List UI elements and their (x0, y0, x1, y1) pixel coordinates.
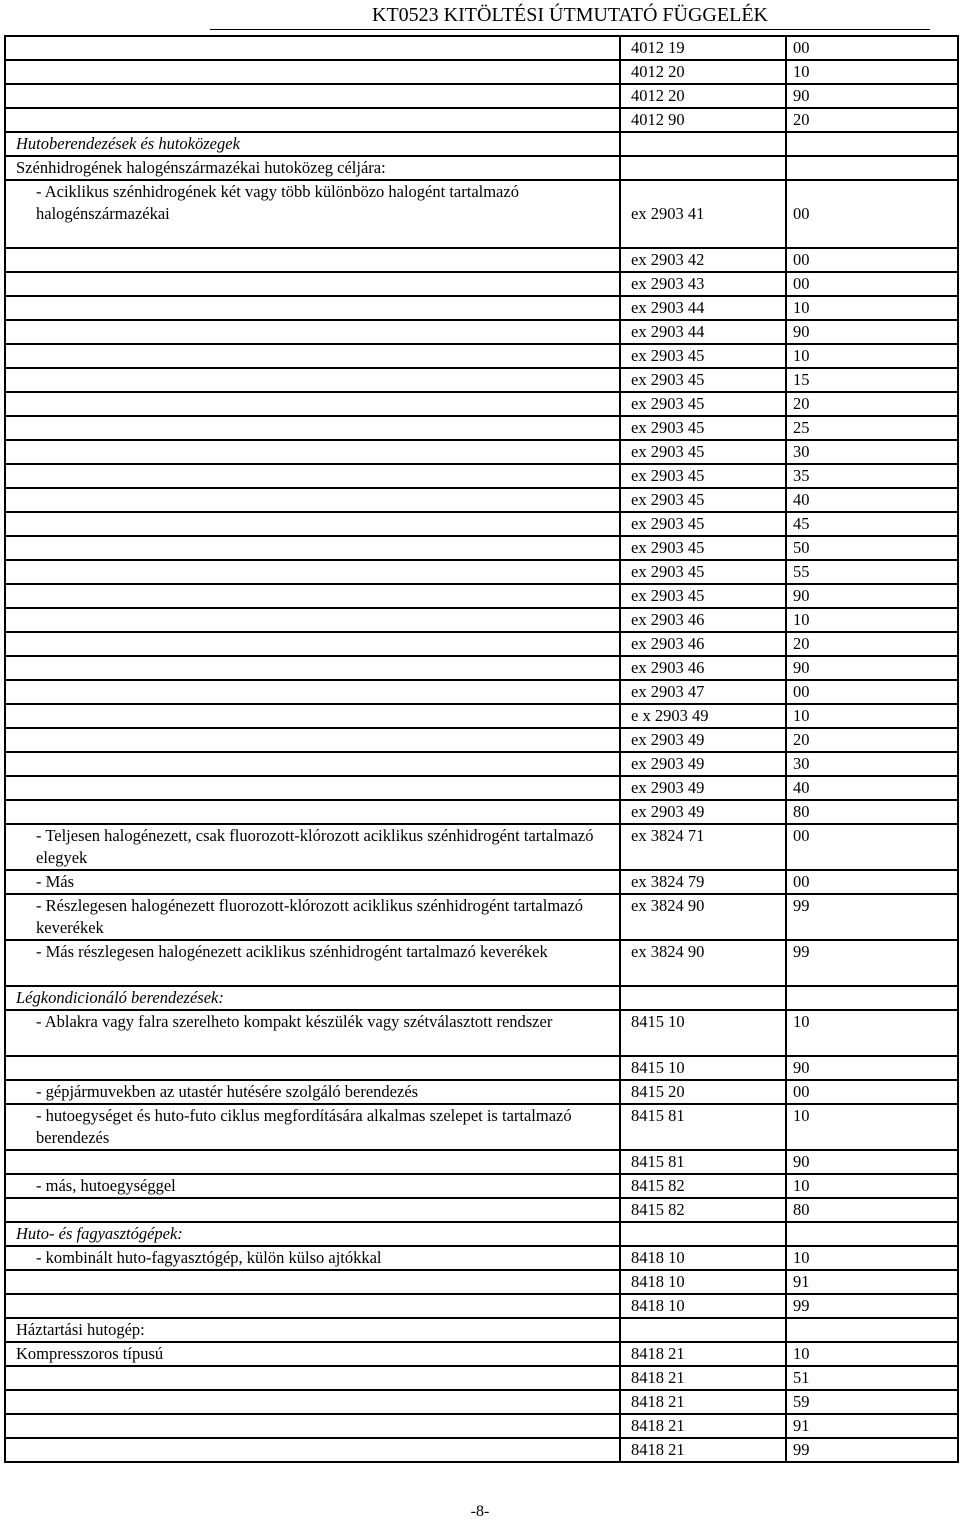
row-subcode: 00 (786, 824, 958, 870)
row-subcode (786, 1318, 958, 1342)
row-description (5, 1390, 620, 1414)
row-description (5, 488, 620, 512)
row-description (5, 1366, 620, 1390)
row-code: 8418 21 (620, 1438, 786, 1462)
table-row (5, 1080, 958, 1104)
row-subcode: 10 (786, 1246, 958, 1270)
row-subcode (786, 1222, 958, 1246)
table-row (5, 1414, 958, 1438)
row-subcode: 90 (786, 584, 958, 608)
row-subcode: 20 (786, 728, 958, 752)
page-number: -8- (470, 1503, 490, 1520)
row-code: 8415 81 (620, 1104, 786, 1150)
row-description: - Ablakra vagy falra szerelheto kompakt készülék vagy szétválasztott rendszer (5, 1010, 620, 1056)
row-description (5, 1056, 620, 1080)
row-code: ex 2903 46 (620, 608, 786, 632)
row-description: - kombinált huto-fagyasztógép, külön külso ajtókkal (5, 1246, 620, 1270)
row-code (620, 1318, 786, 1342)
row-code: ex 2903 44 (620, 296, 786, 320)
row-description: - Más részlegesen halogénezett aciklikus szénhidrogént tartalmazó keverékek (5, 940, 620, 986)
row-subcode: 99 (786, 894, 958, 940)
table-row (5, 1056, 958, 1080)
row-subcode: 10 (786, 608, 958, 632)
row-subcode: 50 (786, 536, 958, 560)
row-subcode: 30 (786, 440, 958, 464)
row-subcode: 00 (786, 180, 958, 248)
table-row (5, 416, 958, 440)
row-code: ex 2903 45 (620, 536, 786, 560)
row-subcode: 99 (786, 1438, 958, 1462)
row-code: 8418 21 (620, 1366, 786, 1390)
row-code: ex 2903 46 (620, 632, 786, 656)
row-code: ex 2903 49 (620, 800, 786, 824)
row-code (620, 1222, 786, 1246)
row-code: 4012 20 (620, 84, 786, 108)
table-row (5, 248, 958, 272)
row-subcode: 15 (786, 368, 958, 392)
row-code: 4012 90 (620, 108, 786, 132)
row-description (5, 608, 620, 632)
row-code: ex 2903 45 (620, 584, 786, 608)
page-header-title: KT0523 KITÖLTÉSI ÚTMUTATÓ FÜGGELÉK (210, 4, 930, 30)
table-row (5, 1104, 958, 1150)
row-description: Légkondicionáló berendezések: (5, 986, 620, 1010)
table-row (5, 752, 958, 776)
row-description (5, 752, 620, 776)
row-subcode (786, 132, 958, 156)
row-subcode: 90 (786, 1150, 958, 1174)
row-description (5, 36, 620, 60)
row-subcode: 59 (786, 1390, 958, 1414)
row-description (5, 368, 620, 392)
table-row (5, 1246, 958, 1270)
row-description (5, 248, 620, 272)
row-code: ex 2903 49 (620, 728, 786, 752)
row-code: 8415 10 (620, 1056, 786, 1080)
row-subcode: 10 (786, 60, 958, 84)
row-code: ex 2903 45 (620, 488, 786, 512)
table-row (5, 632, 958, 656)
table-row (5, 986, 958, 1010)
row-description: Hutoberendezések és hutoközegek (5, 132, 620, 156)
row-description (5, 776, 620, 800)
table-row (5, 344, 958, 368)
table-row (5, 1294, 958, 1318)
table-row (5, 1222, 958, 1246)
row-code: ex 2903 45 (620, 464, 786, 488)
row-description (5, 560, 620, 584)
table-row (5, 1366, 958, 1390)
table-row (5, 1174, 958, 1198)
row-code: ex 2903 45 (620, 560, 786, 584)
row-code (620, 132, 786, 156)
row-description (5, 584, 620, 608)
row-subcode: 00 (786, 248, 958, 272)
table-row (5, 560, 958, 584)
row-description: Szénhidrogének halogénszármazékai hutoközeg céljára: (5, 156, 620, 180)
table-row (5, 296, 958, 320)
table-row (5, 1390, 958, 1414)
row-subcode: 10 (786, 296, 958, 320)
table-row (5, 1342, 958, 1366)
table-row (5, 84, 958, 108)
row-subcode: 90 (786, 320, 958, 344)
table-row (5, 156, 958, 180)
row-description (5, 1150, 620, 1174)
table-row (5, 180, 958, 248)
row-description: - hutoegységet és huto-futo ciklus megfordítására alkalmas szelepet is tartalmazó berendezés (5, 1104, 620, 1150)
row-description: - Más (5, 870, 620, 894)
row-code: 8418 10 (620, 1270, 786, 1294)
row-subcode: 55 (786, 560, 958, 584)
table-row (5, 940, 958, 986)
row-subcode: 10 (786, 1010, 958, 1056)
row-subcode: 00 (786, 680, 958, 704)
row-code: ex 2903 49 (620, 776, 786, 800)
table-row (5, 800, 958, 824)
row-subcode: 45 (786, 512, 958, 536)
row-code: ex 2903 42 (620, 248, 786, 272)
row-subcode: 25 (786, 416, 958, 440)
row-subcode (786, 986, 958, 1010)
table-row (5, 108, 958, 132)
row-subcode: 10 (786, 1342, 958, 1366)
row-description (5, 536, 620, 560)
row-code: e x 2903 49 (620, 704, 786, 728)
row-code: 8418 21 (620, 1390, 786, 1414)
row-description (5, 1294, 620, 1318)
table-row (5, 1010, 958, 1056)
row-description: - Részlegesen halogénezett fluorozott-klórozott aciklikus szénhidrogént tartalmazó keverékek (5, 894, 620, 940)
row-subcode: 90 (786, 1056, 958, 1080)
row-description: - Aciklikus szénhidrogének két vagy több különbözo halogént tartalmazó halogénszármazékai (5, 180, 620, 248)
row-code: ex 2903 41 (620, 180, 786, 248)
row-subcode: 40 (786, 488, 958, 512)
table-row (5, 1438, 958, 1462)
table-row (5, 608, 958, 632)
table-row (5, 536, 958, 560)
code-table (4, 35, 959, 1463)
row-description (5, 680, 620, 704)
row-description (5, 84, 620, 108)
row-subcode: 10 (786, 704, 958, 728)
row-subcode: 10 (786, 1104, 958, 1150)
row-subcode: 90 (786, 656, 958, 680)
row-code: 4012 20 (620, 60, 786, 84)
row-description: - más, hutoegységgel (5, 1174, 620, 1198)
row-code: 8415 82 (620, 1174, 786, 1198)
row-code: ex 2903 44 (620, 320, 786, 344)
row-code: ex 2903 49 (620, 752, 786, 776)
row-description (5, 512, 620, 536)
row-subcode: 20 (786, 392, 958, 416)
row-description (5, 464, 620, 488)
row-code: 8418 10 (620, 1246, 786, 1270)
row-description (5, 392, 620, 416)
row-subcode: 00 (786, 36, 958, 60)
row-description (5, 296, 620, 320)
row-subcode: 80 (786, 1198, 958, 1222)
row-description (5, 108, 620, 132)
row-subcode: 30 (786, 752, 958, 776)
table-row (5, 894, 958, 940)
table-row (5, 776, 958, 800)
row-code: 4012 19 (620, 36, 786, 60)
row-code: ex 2903 45 (620, 440, 786, 464)
row-subcode: 99 (786, 940, 958, 986)
table-row (5, 584, 958, 608)
table-row (5, 656, 958, 680)
row-description (5, 320, 620, 344)
row-description (5, 1198, 620, 1222)
table-row (5, 824, 958, 870)
table-row (5, 1198, 958, 1222)
table-row (5, 1150, 958, 1174)
row-code: ex 2903 45 (620, 344, 786, 368)
row-code: 8418 21 (620, 1414, 786, 1438)
row-code (620, 986, 786, 1010)
row-description (5, 632, 620, 656)
table-row (5, 464, 958, 488)
row-subcode: 20 (786, 108, 958, 132)
table-row (5, 870, 958, 894)
row-code: 8415 20 (620, 1080, 786, 1104)
row-description (5, 728, 620, 752)
table-row (5, 728, 958, 752)
table-row (5, 392, 958, 416)
row-subcode: 10 (786, 344, 958, 368)
row-code: ex 2903 43 (620, 272, 786, 296)
row-code: ex 2903 45 (620, 512, 786, 536)
row-code: ex 2903 46 (620, 656, 786, 680)
table-row (5, 60, 958, 84)
row-code: 8415 81 (620, 1150, 786, 1174)
row-code: 8415 82 (620, 1198, 786, 1222)
table-row (5, 368, 958, 392)
row-description: Huto- és fagyasztógépek: (5, 1222, 620, 1246)
row-code: ex 2903 47 (620, 680, 786, 704)
table-row (5, 132, 958, 156)
row-subcode: 10 (786, 1174, 958, 1198)
table-row (5, 512, 958, 536)
row-code: ex 2903 45 (620, 416, 786, 440)
table-body (5, 36, 958, 1462)
table-row (5, 36, 958, 60)
table-row (5, 488, 958, 512)
row-code: 8418 10 (620, 1294, 786, 1318)
row-description (5, 1414, 620, 1438)
row-description (5, 440, 620, 464)
row-subcode: 00 (786, 870, 958, 894)
row-code (620, 156, 786, 180)
row-subcode: 35 (786, 464, 958, 488)
row-code: ex 3824 90 (620, 940, 786, 986)
row-subcode (786, 156, 958, 180)
row-description: - gépjármuvekben az utastér hutésére szolgáló berendezés (5, 1080, 620, 1104)
row-subcode: 20 (786, 632, 958, 656)
row-subcode: 51 (786, 1366, 958, 1390)
row-description: - Teljesen halogénezett, csak fluorozott-klórozott aciklikus szénhidrogént tartalmazó elegyek (5, 824, 620, 870)
row-subcode: 91 (786, 1414, 958, 1438)
row-subcode: 00 (786, 1080, 958, 1104)
row-description (5, 704, 620, 728)
row-description (5, 1438, 620, 1462)
row-description (5, 344, 620, 368)
row-code: ex 3824 79 (620, 870, 786, 894)
table-row (5, 320, 958, 344)
row-description (5, 656, 620, 680)
table-row (5, 272, 958, 296)
row-description: Háztartási hutogép: (5, 1318, 620, 1342)
row-description (5, 272, 620, 296)
row-subcode: 40 (786, 776, 958, 800)
row-subcode: 80 (786, 800, 958, 824)
row-description: Kompresszoros típusú (5, 1342, 620, 1366)
row-code: ex 2903 45 (620, 368, 786, 392)
row-code: 8418 21 (620, 1342, 786, 1366)
row-code: ex 3824 71 (620, 824, 786, 870)
table-row (5, 704, 958, 728)
row-subcode: 91 (786, 1270, 958, 1294)
table-row (5, 1318, 958, 1342)
row-subcode: 99 (786, 1294, 958, 1318)
row-code: ex 3824 90 (620, 894, 786, 940)
table-row (5, 680, 958, 704)
table-row (5, 1270, 958, 1294)
row-subcode: 00 (786, 272, 958, 296)
row-description (5, 800, 620, 824)
table-row (5, 440, 958, 464)
row-code: ex 2903 45 (620, 392, 786, 416)
row-subcode: 90 (786, 84, 958, 108)
row-description (5, 1270, 620, 1294)
row-code: 8415 10 (620, 1010, 786, 1056)
row-description (5, 60, 620, 84)
row-description (5, 416, 620, 440)
